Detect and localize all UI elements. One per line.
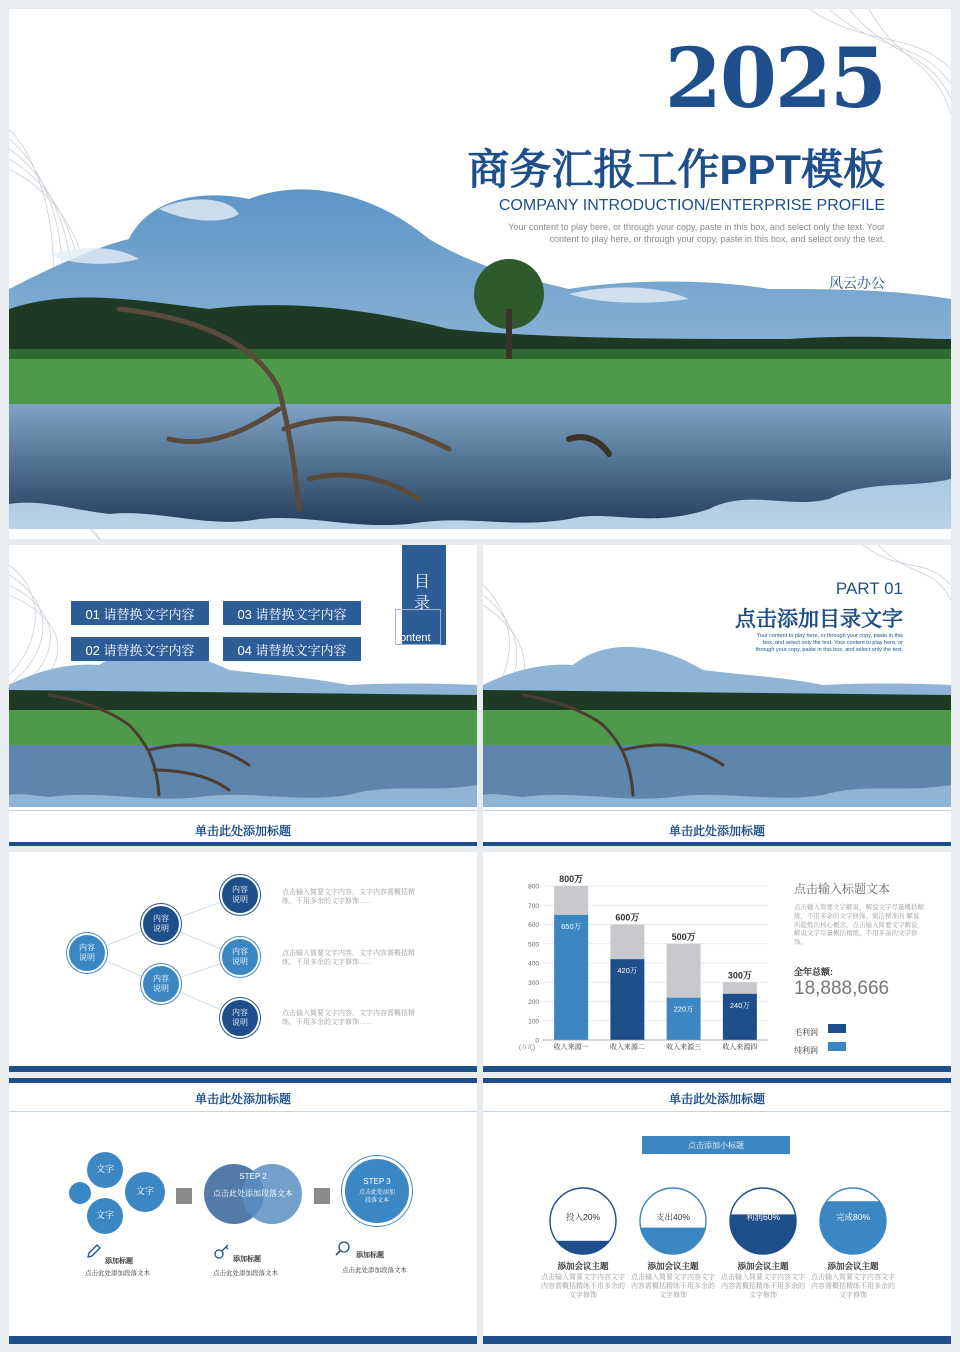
progress-label: 投入20% [565,1212,600,1222]
bubble-label: 文字 [95,1164,114,1175]
meeting-item-text: 点击输入简要文字内容文字内容需概括精练不用多余的文字修饰 [631,1274,715,1300]
header-bar [9,1078,477,1083]
header-bar [9,842,477,846]
cover-subtitle: COMPANY INTRODUCTION/ENTERPRISE PROFILE [498,197,885,214]
caption-text-2: 点击此处添加段落文本 [213,1270,278,1277]
y-tick-label: 300 [528,979,539,987]
cover-title: 商务汇报工作PPT模板 [467,146,885,193]
meeting-item-title: 添加会议主题 [737,1261,789,1271]
bar-gross [723,982,757,994]
bar-inner-label: 240万 [729,1000,750,1010]
section-header-title: 单击此处添加标题 [194,1092,291,1106]
part-slide [483,545,951,810]
part-label: PART 01 [835,579,903,598]
bottom-bar [9,1066,477,1072]
bar-inner-label: 220万 [673,1004,694,1014]
step3-circle [342,1156,412,1226]
cover-description: Your content to play here, or through your copy, paste in this box, and select only the text. Your content to play here, or through your copy, paste in this box, and select only the text. [508,222,885,245]
bar-inner-label: 420万 [617,966,638,976]
header-divider [483,810,951,811]
magnifier-icon [334,1240,352,1258]
y-tick-label: 200 [528,999,539,1006]
toc-title-en: Content [392,632,431,644]
bar-total-label: 600万 [615,912,640,923]
progress-label: 完成80% [835,1212,870,1222]
steps-slide [9,1112,477,1344]
network-node-label: 内容 说明 [232,1008,248,1027]
part-title: 点击添加目录文字 [735,608,903,631]
network-node-mid-top [141,904,181,944]
step3-text: 点击此处添加段落文本 [358,1190,395,1204]
y-tick-label: 700 [528,902,539,910]
section-header-strip [483,1078,951,1112]
bubble-label: 文字 [135,1186,154,1197]
x-tick-label: 收入来源三 [666,1044,702,1051]
bar-inner-label: 650万 [561,921,582,931]
cover-brand: 风云办公 [829,275,885,291]
section-header-title: 单击此处添加标题 [194,824,291,838]
bar-net [554,915,588,1040]
section-header-strip [483,810,951,846]
connector-square-2 [314,1188,330,1204]
network-node-right-1 [220,875,260,915]
network-text-2: 点击输入简要文字内容，文字内容需概括精练，不用多余的文字修饰…… [282,950,415,967]
chart-total-label: 全年总额: [794,967,833,977]
toc-item-03[interactable]: 03 请替换文字内容 [223,601,361,625]
toc-item-04[interactable]: 04 请替换文字内容 [223,637,361,661]
network-node-mid-bottom [141,964,181,1004]
bubble-1 [69,1182,91,1204]
meeting-item [812,1186,894,1326]
chart-side-description: 点击输入简要文字解说，解说文字尽量概括精练，不用多余的文字修饰。简洁精准的 解说所提炼的核心概念。点击输入简要文字解说，解说文字尽量概括精练，不用多余的文字修饰。 [794,904,924,947]
network-node-label: 内容 说明 [232,885,248,904]
section-header-title: 单击此处添加标题 [668,1092,765,1106]
section-header-strip [9,810,477,846]
progress-label: 支出40% [655,1212,690,1222]
bar-total-label: 500万 [671,931,696,942]
bar-total-label: 800万 [559,874,584,884]
bar-total-label: 300万 [727,970,752,981]
network-node-left [67,933,107,973]
caption-title-2: 添加标题 [233,1256,261,1263]
progress-fill [818,1201,888,1256]
y-tick-label: 100 [528,1018,539,1026]
bubble-text-3 [87,1198,123,1234]
y-tick-label: 0 [535,1037,539,1045]
chart-side-title: 点击输入标题文本 [794,882,891,896]
legend-item-gross [794,1022,864,1037]
part-description: Your content to play here, or through your copy, paste in this box, and select only the text. Your content to play here, or through your copy, paste in this box, and select only the text. [755,633,903,654]
caption-text-1: 点击此处添加段落文本 [85,1270,150,1277]
network-node-right-2 [220,937,260,977]
toc-slide [9,545,477,810]
bottom-bar [9,1336,477,1344]
y-tick-label: 500 [528,941,539,949]
network-text-1: 点击输入简要文字内容，文字内容需概括精练，不用多余的文字修饰…… [282,889,415,906]
section-header-title: 单击此处添加标题 [668,824,765,838]
meeting-item [632,1186,714,1326]
legend-label: 毛利润 [794,1028,818,1037]
bar-gross [554,886,588,915]
chart-slide [483,852,951,1072]
meeting-item-title: 添加会议主题 [557,1261,609,1271]
network-node-right-3 [220,998,260,1038]
meeting-item-text: 点击输入简要文字内容文字内容需概括精练不用多余的文字修饰 [811,1274,895,1300]
meeting-item-title: 添加会议主题 [827,1261,879,1271]
y-tick-label: 600 [528,922,539,929]
section-header-strip [9,1078,477,1112]
network-text-3: 点击输入简要文字内容，文字内容需概括精练，不用多余的文字修饰…… [282,1010,415,1027]
legend-swatch [828,1024,846,1033]
legend-label: 纯利润 [794,1046,818,1055]
x-tick-label: 收入来源一 [553,1044,589,1051]
network-node-label: 内容 说明 [232,947,248,966]
y-unit-label: (万元) [519,1045,535,1051]
header-bar [483,1078,951,1083]
bottom-bar [483,1336,951,1344]
caption-title-3: 添加标题 [356,1252,384,1259]
progress-label: 利润60% [745,1212,780,1222]
network-slide [9,852,477,1072]
caption-text-3: 点击此处添加段落文本 [342,1267,407,1274]
connector-square-1 [176,1188,192,1204]
step3-label: STEP 3 [363,1177,391,1186]
x-tick-label: 收入来源四 [722,1044,758,1051]
step2-text: 点击此处添加段落文本 [213,1189,293,1198]
toc-item-01[interactable]: 01 请替换文字内容 [71,601,209,625]
pencil-icon [85,1242,103,1260]
cover-year: 2025 [664,31,885,127]
meeting-item-title: 添加会议主题 [647,1261,699,1271]
key-icon [213,1242,231,1260]
bubble-label: 文字 [95,1210,114,1221]
meeting-slide [483,1112,951,1344]
network-node-label: 内容 说明 [153,914,169,933]
meeting-item [722,1186,804,1326]
chart-total-value: 18,888,666 [794,978,890,999]
meeting-item [542,1186,624,1326]
y-tick-label: 400 [528,960,539,968]
legend-item-net [794,1040,864,1055]
bar-gross [667,944,701,998]
caption-title-1: 添加标题 [105,1258,133,1265]
y-tick-label: 800 [528,883,539,891]
meeting-item-text: 点击输入简要文字内容文字内容需概括精练不用多余的文字修饰 [721,1274,805,1300]
toc-item-02[interactable]: 02 请替换文字内容 [71,637,209,661]
legend-swatch [828,1042,846,1051]
bubble-text-1 [87,1152,123,1188]
cover-slide [9,9,951,539]
network-node-label: 内容 说明 [79,943,95,962]
header-divider [9,810,477,811]
progress-fill [638,1228,708,1256]
meeting-item-text: 点击输入简要文字内容文字内容需概括精练不用多余的文字修饰 [541,1274,625,1300]
bottom-bar [483,1066,951,1072]
bar-gross [610,925,644,960]
header-bar [483,842,951,846]
network-node-label: 内容 说明 [153,974,169,993]
x-tick-label: 收入来源二 [609,1044,645,1051]
toc-title: 目录 [413,574,430,612]
step2-label: STEP 2 [239,1172,267,1181]
meeting-subtitle: 点击添加小标题 [642,1136,790,1154]
bar-chart [483,852,783,1062]
bubble-text-2 [125,1172,165,1212]
